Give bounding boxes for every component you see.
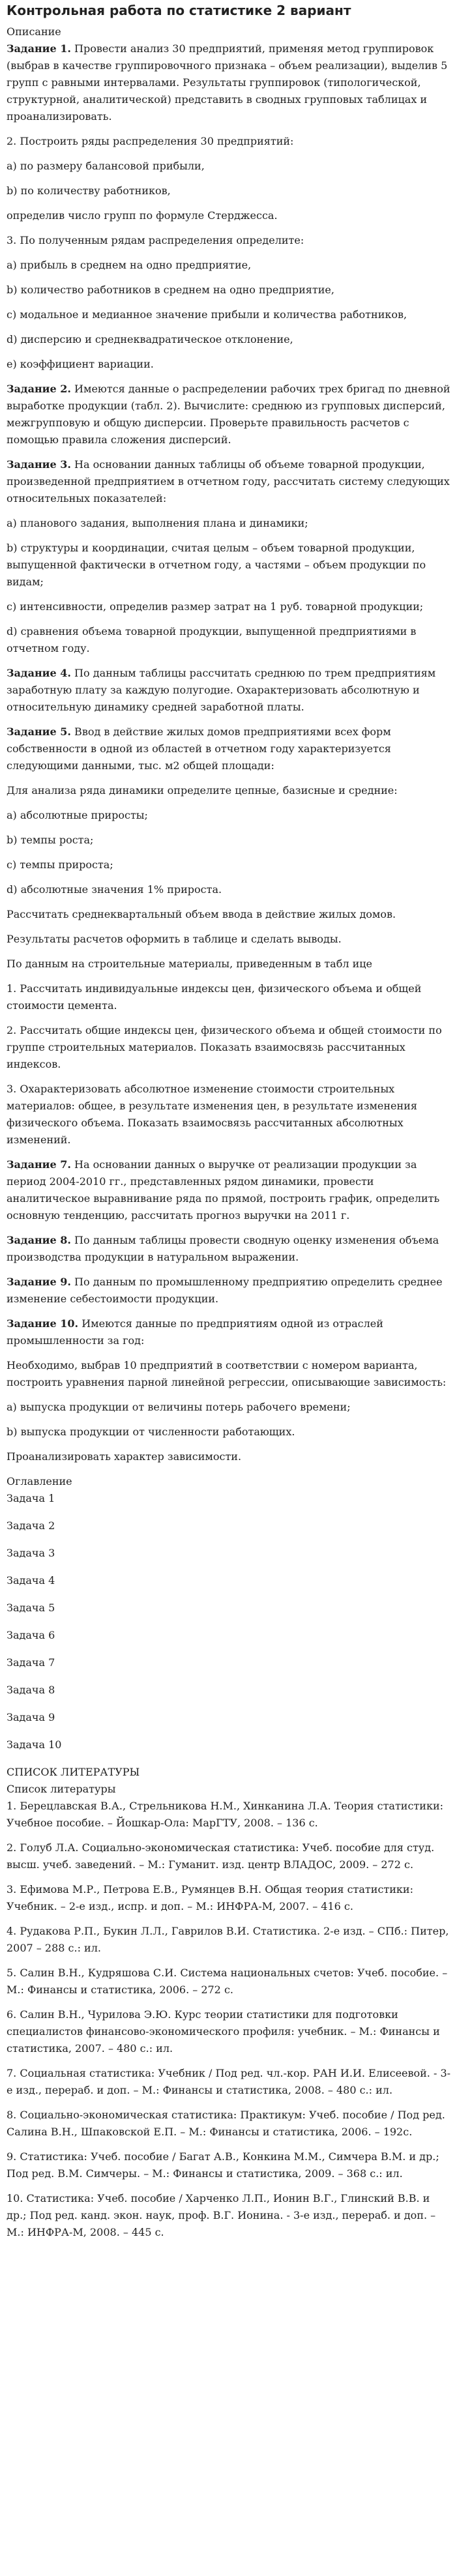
paragraph-text: d) дисперсию и среднеквадратическое отклонение, (7, 333, 293, 345)
paragraph (7, 598, 451, 615)
paragraph (7, 1022, 451, 1073)
paragraph (7, 832, 451, 849)
table-of-contents (7, 1490, 451, 1753)
paragraph-text: Ввод в действие жилых домов предприятиями всех форм собственности в одной из областей в отчетном году характеризуется следующими данными, тыс. м2 общей площади: (7, 725, 391, 772)
bibliography-subheading: Список литературы (7, 1783, 116, 1795)
paragraph (7, 1156, 451, 1224)
paragraph (7, 1424, 451, 1441)
paragraph-text: 2. Рассчитать общие индексы цен, физического объема и общей стоимости по группе строительных материалов. Показать взаимосвязь рассчитанных индексов. (7, 1024, 442, 1070)
paragraph-text: b) темпы роста; (7, 834, 94, 846)
paragraph-text: d) абсолютные значения 1% прироста. (7, 883, 222, 896)
description-label: Описание (7, 25, 61, 38)
paragraph (7, 807, 451, 824)
paragraph-text: c) темпы прироста; (7, 858, 113, 871)
paragraph (7, 1315, 451, 1349)
paragraph (7, 1081, 451, 1149)
paragraph (7, 257, 451, 274)
paragraph (7, 1448, 451, 1465)
task-number: Задание 10. (7, 1317, 79, 1330)
paragraph (7, 133, 451, 150)
paragraph-text: По данным таблицы провести сводную оценку изменения объема производства продукции в натуральном выражении. (7, 1234, 439, 1263)
paragraph (7, 782, 451, 799)
paragraph-text: По данным по промышленному предприятию определить среднее изменение себестоимости продукции. (7, 1276, 443, 1305)
paragraph (7, 282, 451, 299)
toc-title: Оглавление (7, 1475, 72, 1487)
paragraph-text: По данным таблицы рассчитать среднюю по трем предприятиям заработную плату за каждую полугодие. Охарактеризовать абсолютную и относительную динамику средней заработной платы. (7, 667, 436, 713)
paragraph-text: 3. Охарактеризовать абсолютное изменение стоимости строительных материалов: общее, в результате изменения цен, в результате изменения физического объема. Показать взаимосвязь рассчитанных абсолютных изменений. (7, 1083, 417, 1146)
task-number: Задание 5. (7, 725, 71, 738)
paragraph-text: Имеются данные по предприятиям одной из отраслей промышленности за год: (7, 1317, 383, 1347)
task-number: Задание 1. (7, 42, 71, 55)
task-description (7, 40, 451, 1465)
reference-list (7, 1798, 451, 2241)
paragraph-text: Провести анализ 30 предприятий, применяя метод группировок (выбрав в качестве группировочного признака – объем реализации), выделив 5 групп с равными интервалами. Результаты группировок (типологической, структурной, аналитической) представить в сводных групповых таблицах и проанализировать. (7, 42, 448, 123)
paragraph-text: а) планового задания, выполнения плана и динамики; (7, 517, 308, 529)
reference-item: 7. Социальная статистика: Учебник / Под ред. чл.-кор. РАН И.И. Елисеевой. - 3-е изд., перераб. и доп. – М.: Финансы и статистика, 2008. – 480 с.: ил. (7, 2067, 451, 2096)
reference-item: 9. Статистика: Учеб. пособие / Багат А.В., Конкина М.М., Симчера В.М. и др.; Под ред. В.М. Симчеры. – М.: Финансы и статистика, 2009. – 368 с.: ил. (7, 2150, 439, 2180)
paragraph (7, 207, 451, 224)
reference-item: 3. Ефимова М.Р., Петрова Е.В., Румянцев В.Н. Общая теория статистики: Учебник. – 2-е изд., испр. и доп. – М.: ИНФРА-М, 2007. – 416 с. (7, 1883, 413, 1912)
paragraph-text: b) по количеству работников, (7, 184, 171, 197)
reference-item: 6. Салин В.Н., Чурилова Э.Ю. Курс теории статистики для подготовки специалистов финансово-экономического профиля: учебник. – М.: Финансы и статистика, 2007. – 480 с.: ил. (7, 2008, 440, 2055)
paragraph (7, 1399, 451, 1416)
task-number: Задание 8. (7, 1234, 71, 1246)
paragraph-text: d) сравнения объема товарной продукции, выпущенной предприятиями в отчетном году. (7, 625, 417, 654)
paragraph-text: Рассчитать среднеквартальный объем ввода в действие жилых домов. (7, 908, 396, 920)
paragraph-text: Имеются данные о распределении рабочих трех бригад по дневной выработке продукции (табл. 2). Вычислите: среднюю из групповых дисперсий, межгрупповую и общую дисперсии. Проверьте правильность расчетов с помощью правила сложения дисперсий. (7, 383, 450, 446)
paragraph-text: c) модальное и медианное значение прибыли и количества работников, (7, 308, 407, 321)
paragraph (7, 1357, 451, 1391)
reference-item: 10. Статистика: Учеб. пособие / Харченко Л.П., Ионин В.Г., Глинский В.В. и др.; Под ред. канд. экон. наук, проф. В.Г. Ионина. - 3-е изд., перераб. и доп. – М.: ИНФРА-М, 2008. – 445 с. (7, 2192, 436, 2238)
toc-item: Задача 9 (7, 1711, 55, 1723)
toc-item: Задача 5 (7, 1602, 55, 1614)
paragraph-text: Результаты расчетов оформить в таблице и сделать выводы. (7, 933, 342, 945)
paragraph (7, 331, 451, 348)
toc-item: Задача 1 (7, 1492, 55, 1504)
paragraph (7, 931, 451, 948)
bibliography-heading: СПИСОК ЛИТЕРАТУРЫ (7, 1766, 140, 1778)
paragraph (7, 623, 451, 657)
paragraph (7, 856, 451, 873)
paragraph (7, 956, 451, 973)
paragraph (7, 515, 451, 532)
paragraph-text: По данным на строительные материалы, приведенным в табл ице (7, 958, 373, 970)
document-page (0, 1, 457, 2241)
paragraph-text: а) абсолютные приросты; (7, 809, 148, 821)
reference-item: 8. Социально-экономическая статистика: Практикум: Учеб. пособие / Под ред. Салина В.Н., Шпаковской Е.П. – М.: Финансы и статистика, 2006. – 192с. (7, 2109, 445, 2138)
reference-item: 5. Салин В.Н., Кудряшова С.И. Система национальных счетов: Учеб. пособие. – М.: Финансы и статистика, 2006. – 272 с. (7, 1967, 448, 1996)
paragraph-text: На основании данных о выручке от реализации продукции за период 2004-2010 гг., представленных рядом динамики, провести аналитическое выравнивание ряда по прямой, построить график, определить основную тенденцию, рассчитать прогноз выручки на 2011 г. (7, 1158, 440, 1222)
paragraph-text: b) структуры и координации, считая целым – объем товарной продукции, выпущенной фактически в отчетном году, а частями – объем продукции по видам; (7, 542, 426, 588)
paragraph (7, 1274, 451, 1308)
toc-item: Задача 7 (7, 1656, 55, 1669)
page-title: Контрольная работа по статистике 2 вариант (7, 3, 351, 18)
toc-item: Задача 8 (7, 1684, 55, 1696)
task-number: Задание 7. (7, 1158, 71, 1171)
paragraph (7, 381, 451, 448)
paragraph-text: На основании данных таблицы об объеме товарной продукции, произведенной предприятием в отчетном году, рассчитать систему следующих относительных показателей: (7, 458, 450, 505)
paragraph-text: Для анализа ряда динамики определите цепные, базисные и средние: (7, 784, 398, 797)
paragraph (7, 881, 451, 898)
paragraph-text: а) прибыль в среднем на одно предприятие, (7, 259, 252, 271)
reference-item: 1. Берецлавская В.А., Стрельникова Н.М., Хинканина Л.А. Теория статистики: Учебное пособие. – Йошкар-Ола: МарГТУ, 2008. – 136 с. (7, 1800, 443, 1829)
paragraph (7, 306, 451, 323)
paragraph-text: 3. По полученным рядам распределения определите: (7, 234, 304, 246)
task-number: Задание 4. (7, 667, 71, 679)
paragraph-text: e) коэффициент вариации. (7, 358, 154, 370)
paragraph (7, 232, 451, 249)
task-number: Задание 3. (7, 458, 71, 471)
toc-item: Задача 2 (7, 1519, 55, 1532)
paragraph (7, 906, 451, 923)
paragraph-text: c) интенсивности, определив размер затрат на 1 руб. товарной продукции; (7, 600, 424, 613)
paragraph (7, 158, 451, 175)
paragraph-text: определив число групп по формуле Стерджесса. (7, 209, 278, 222)
toc-item: Задача 3 (7, 1547, 55, 1559)
reference-item: 4. Рудакова Р.П., Букин Л.Л., Гаврилов В.И. Статистика. 2-е изд. – СПб.: Питер, 2007 – 288 с.: ил. (7, 1925, 449, 1954)
paragraph (7, 1232, 451, 1266)
reference-item: 2. Голуб Л.А. Социально-экономическая статистика: Учеб. пособие для студ. высш. учеб. заведений. – М.: Гуманит. изд. центр ВЛАДОС, 2009. – 272 с. (7, 1841, 435, 1871)
paragraph (7, 980, 451, 1014)
paragraph (7, 356, 451, 373)
task-number: Задание 9. (7, 1276, 71, 1288)
paragraph-text: Необходимо, выбрав 10 предприятий в соответствии с номером варианта, построить уравнения парной линейной регрессии, описывающие зависимость: (7, 1359, 447, 1388)
paragraph-text: b) количество работников в среднем на одно предприятие, (7, 284, 334, 296)
paragraph-text: 2. Построить ряды распределения 30 предприятий: (7, 135, 294, 147)
paragraph-text: Проанализировать характер зависимости. (7, 1450, 242, 1463)
paragraph (7, 183, 451, 199)
toc-item: Задача 6 (7, 1629, 55, 1641)
paragraph-text: 1. Рассчитать индивидуальные индексы цен, физического объема и общей стоимости цемента. (7, 982, 422, 1012)
paragraph (7, 40, 451, 125)
paragraph (7, 456, 451, 507)
paragraph (7, 540, 451, 591)
task-number: Задание 2. (7, 383, 71, 395)
toc-item: Задача 4 (7, 1574, 55, 1587)
toc-item: Задача 10 (7, 1738, 62, 1751)
paragraph-text: а) выпуска продукции от величины потерь рабочего времени; (7, 1401, 351, 1413)
paragraph-text: а) по размеру балансовой прибыли, (7, 160, 205, 172)
paragraph (7, 665, 451, 716)
paragraph (7, 724, 451, 774)
paragraph-text: b) выпуска продукции от численности работающих. (7, 1426, 295, 1438)
